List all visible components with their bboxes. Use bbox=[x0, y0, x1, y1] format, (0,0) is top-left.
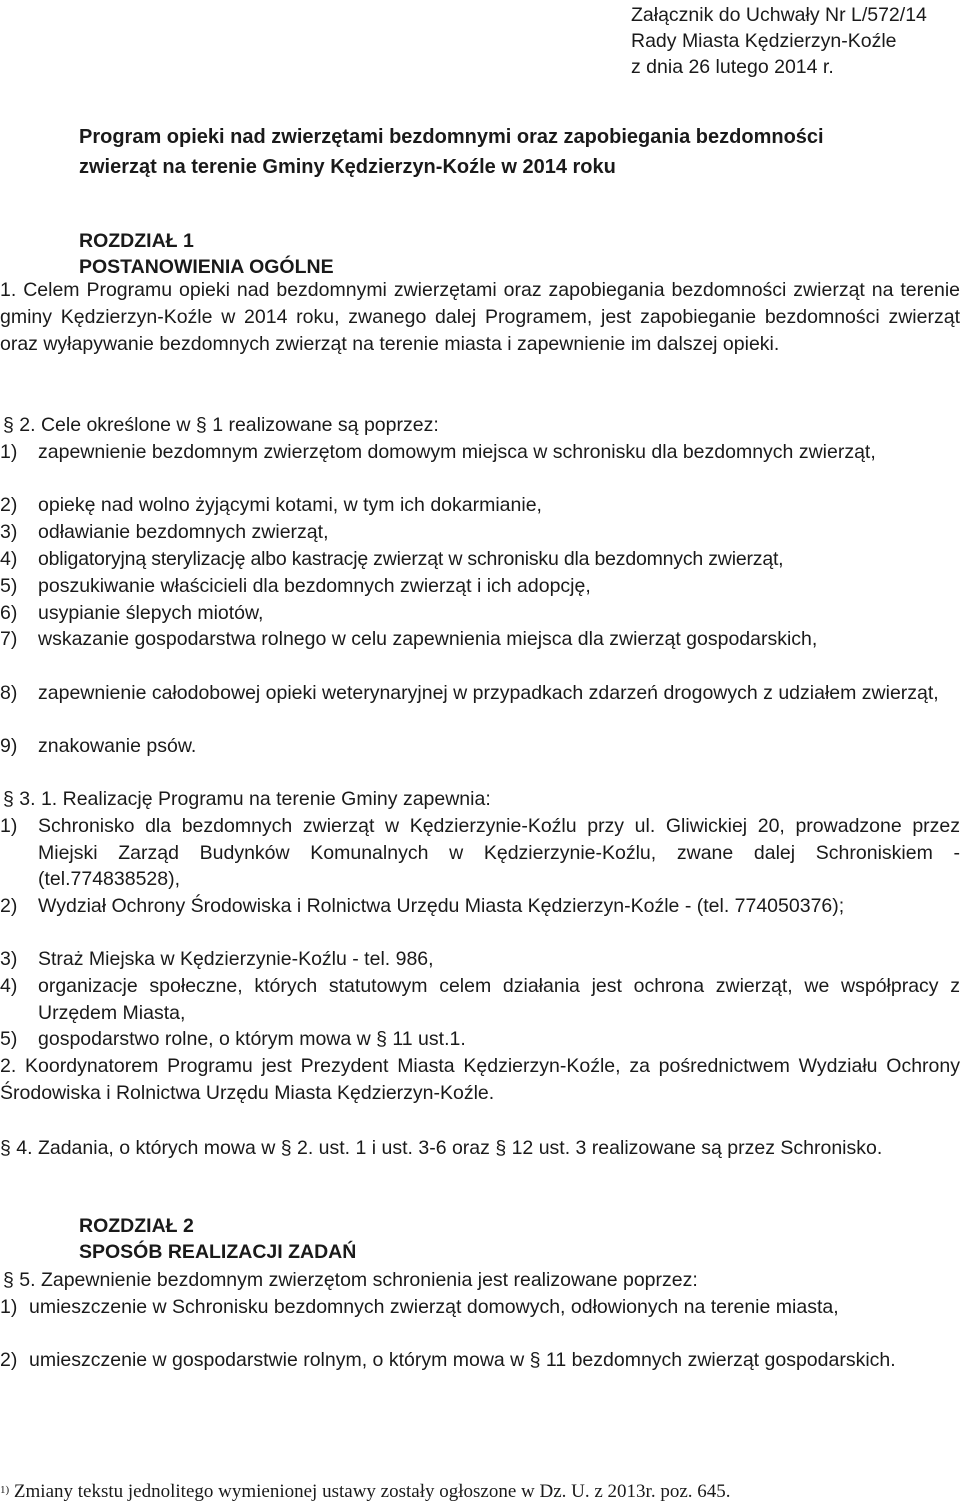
list-number: 2) bbox=[0, 1349, 18, 1371]
list-number: 3) bbox=[0, 521, 18, 543]
list-number: 1) bbox=[0, 815, 18, 837]
list-number: 4) bbox=[0, 975, 18, 997]
list-text: poszukiwanie właścicieli dla bezdomnych zwierząt i ich adopcję, bbox=[38, 575, 591, 597]
list-text: zapewnienie bezdomnym zwierzętom domowym miejsca w schronisku dla bezdomnych zwierząt, bbox=[38, 441, 876, 463]
chapter-label: ROZDZIAŁ 1 bbox=[79, 230, 194, 252]
section-4: § 4. Zadania, o których mowa w § 2. ust. 1 i ust. 3-6 oraz § 12 ust. 3 realizowane są przez Schronisko. bbox=[0, 1137, 883, 1159]
list-text: umieszczenie w Schronisku bezdomnych zwierząt domowych, odłowionych na terenie miasta, bbox=[29, 1296, 839, 1318]
list-text: gospodarstwo rolne, o którym mowa w § 11 ust.1. bbox=[38, 1028, 466, 1050]
list-text: odławianie bezdomnych zwierząt, bbox=[38, 521, 329, 543]
list-number: 1) bbox=[0, 441, 18, 463]
list-text: organizacje społeczne, których statutowym celem działania jest ochrona zwierząt, we współpracy z Urzędem Miasta, bbox=[38, 975, 960, 1024]
attachment-header bbox=[631, 2, 927, 80]
section-3-point-2: 2. Koordynatorem Programu jest Prezydent Miasta Kędzierzyn-Koźle, za pośrednictwem Wydziału Ochrony Środowiska i Rolnictwa Urzędu Miasta Kędzierzyn-Koźle. bbox=[0, 1055, 960, 1104]
list-number: 3) bbox=[0, 948, 18, 970]
chapter-heading bbox=[79, 228, 334, 280]
header-line: Rady Miasta Kędzierzyn-Koźle bbox=[631, 30, 897, 52]
list-number: 2) bbox=[0, 494, 18, 516]
list-text: wskazanie gospodarstwa rolnego w celu zapewnienia miejsca dla zwierząt gospodarskich, bbox=[38, 628, 818, 650]
section-1: 1. Celem Programu opieki nad bezdomnymi zwierzętami oraz zapobiegania bezdomności zwierząt na terenie gminy Kędzierzyn-Koźle w 2014 roku, zwanego dalej Programem, jest zapobieganie bezdomności zwierząt oraz wyłapywanie bezdomnych zwierząt na terenie miasta i zapewnienie im dalszej opieki. bbox=[0, 279, 960, 355]
footnote-text: Zmiany tekstu jednolitego wymienionej ustawy zostały ogłoszone w Dz. U. z 2013r. poz. 645. bbox=[13, 1481, 731, 1502]
list-item bbox=[0, 439, 960, 493]
list-number: 7) bbox=[0, 628, 18, 650]
list-number: 6) bbox=[0, 602, 18, 624]
footnote-marker: 1) bbox=[0, 1484, 10, 1496]
list-number: 5) bbox=[0, 575, 18, 597]
list-text: usypianie ślepych miotów, bbox=[38, 602, 264, 624]
header-line: z dnia 26 lutego 2014 r. bbox=[631, 56, 834, 78]
list-text: Schronisko dla bezdomnych zwierząt w Kędzierzynie-Koźlu przy ul. Gliwickiej 20, prowadzone przez Miejski Zarząd Budynków Komunalnych w Kędzierzynie-Koźlu, zwane dalej Schroniskiem - (tel.774838528), bbox=[38, 815, 960, 891]
list-number: 8) bbox=[0, 682, 18, 704]
list-text: obligatoryjną sterylizację albo kastrację zwierząt w schronisku dla bezdomnych zwierząt, bbox=[38, 548, 784, 570]
footnote bbox=[0, 1481, 731, 1503]
list-number: 5) bbox=[0, 1028, 18, 1050]
header-line: Załącznik do Uchwały Nr L/572/14 bbox=[631, 4, 927, 26]
list-number: 2) bbox=[0, 895, 18, 917]
list-number: 4) bbox=[0, 548, 18, 570]
section-5-intro: § 5. Zapewnienie bezdomnym zwierzętom schronienia jest realizowane poprzez: bbox=[3, 1269, 698, 1291]
chapter-name: POSTANOWIENIA OGÓLNE bbox=[79, 256, 334, 278]
list-number: 9) bbox=[0, 735, 18, 757]
list-text: znakowanie psów. bbox=[38, 735, 197, 757]
list-text: umieszczenie w gospodarstwie rolnym, o którym mowa w § 11 bezdomnych zwierząt gospodarskich. bbox=[29, 1349, 896, 1371]
title-line: Program opieki nad zwierzętami bezdomnymi oraz zapobiegania bezdomności bbox=[79, 126, 824, 148]
list-text: zapewnienie całodobowej opieki weterynaryjnej w przypadkach zdarzeń drogowych z udziałem zwierząt, bbox=[38, 682, 939, 704]
chapter-heading bbox=[79, 1213, 356, 1265]
document-title bbox=[79, 122, 824, 182]
section-2-intro: § 2. Cele określone w § 1 realizowane są poprzez: bbox=[3, 414, 439, 436]
list-number: 1) bbox=[0, 1296, 18, 1318]
title-line: zwierząt na terenie Gminy Kędzierzyn-Koźle w 2014 roku bbox=[79, 156, 616, 178]
chapter-label: ROZDZIAŁ 2 bbox=[79, 1215, 194, 1237]
list-text: opiekę nad wolno żyjącymi kotami, w tym ich dokarmianie, bbox=[38, 494, 542, 516]
chapter-name: SPOSÓB REALIZACJI ZADAŃ bbox=[79, 1241, 357, 1263]
list-text: Wydział Ochrony Środowiska i Rolnictwa Urzędu Miasta Kędzierzyn-Koźle - (tel. 774050376); bbox=[38, 895, 845, 917]
list-text: Straż Miejska w Kędzierzynie-Koźlu - tel. 986, bbox=[38, 948, 434, 970]
section-3-intro: § 3. 1. Realizację Programu na terenie Gminy zapewnia: bbox=[3, 788, 491, 810]
